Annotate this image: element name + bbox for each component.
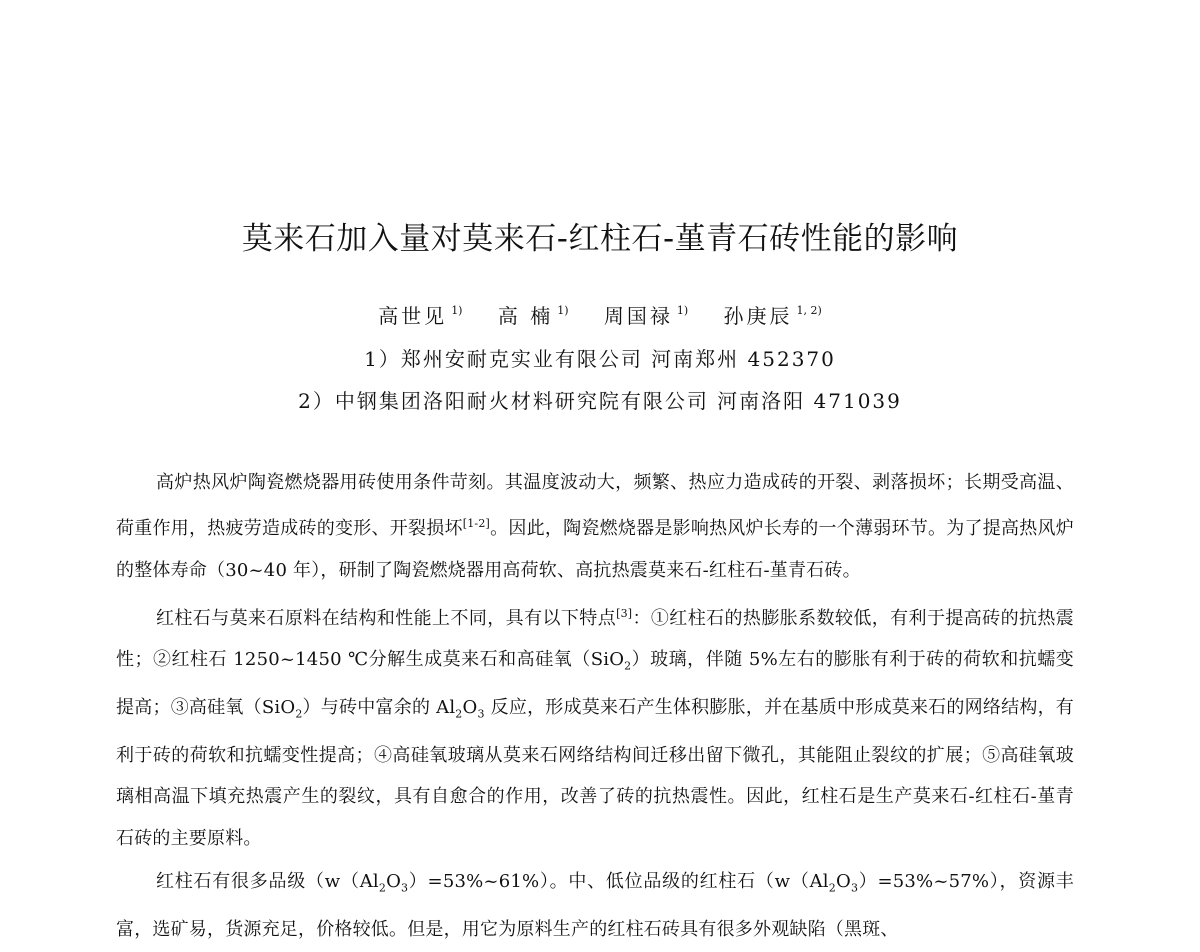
text-run: 。因此，陶瓷燃烧器是影响热风炉长寿的一个薄弱环节。为了提高热风炉的整体寿命（30~40 年），研制了陶瓷燃烧器用高荷软、高抗热震莫来石-红柱石-堇青石砖。 [116,518,1074,581]
author-name: 孙庚辰 [723,304,793,328]
subscript: 2 [455,707,463,721]
text-run: 红柱石与莫来石原料在结构和性能上不同，具有以下特点 [156,607,617,629]
author-affiliation-mark: 1) [557,304,569,317]
text-run: ）=53%~57%），资源丰富，选矿易，货源充足，价格较低。但是，用它为原料生产的红柱石砖具有很多外观缺陷（黑斑、 [116,870,1074,940]
text-run: 红柱石有很多品级（w（Al [156,870,379,892]
subscript: 3 [850,881,859,895]
author-name: 高世见 [378,304,448,328]
author-affiliation-mark: 1, 2) [796,304,822,317]
author [498,304,569,328]
author-affiliation-mark: 1) [676,304,689,317]
text-run: 反应，形成莫来石产生体积膨胀，并在基质中形成莫来石的网络结构，有利于砖的荷软和抗蠕变性提高；④高硅氧玻璃从莫来石网络结构间迁移出留下微孔，其能阻止裂纹的扩展；⑤高硅氧玻璃相高温下填充热震产生的裂纹，具有自愈合的作用，改善了砖的抗热震性。因此，红柱石是生产莫来石-红柱石-堇青石砖的主要原料。 [116,697,1074,849]
body-text [116,462,1074,952]
paragraph [116,462,1074,591]
author-list [0,300,1200,329]
affiliation-2: 2）中钢集团洛阳耐火材料研究院有限公司 河南洛阳 471039 [298,389,902,413]
subscript: 2 [828,881,836,895]
subscript: 3 [401,881,409,895]
text-run: ：①红柱石的热膨胀系数较低，有利于提高砖的抗热震性；②红柱石 1250~1450 ℃分解生成莫来石和高硅氧（SiO [116,607,1074,671]
author [724,304,822,328]
author-name: 高 楠 [497,304,554,328]
subscript: 2 [378,881,387,895]
citation: [3] [616,606,633,620]
author-affiliation-mark: 1) [451,304,463,317]
text-run: O [835,870,851,892]
subscript: 2 [295,707,303,721]
paragraph [116,593,1074,859]
paragraph [116,861,1074,950]
paper-title: 莫来石加入量对莫来石-红柱石-堇青石砖性能的影响 [241,221,959,257]
author [378,304,462,328]
text-run: 高炉热风炉陶瓷燃烧器用砖使用条件苛刻。其温度波动大，频繁、热应力造成砖的开裂、剥落损坏；长期受高温、荷重作用，热疲劳造成砖的变形、开裂损坏 [116,472,1074,540]
text-run: O [386,870,402,892]
subscript: 3 [477,707,485,721]
text-run: ）与砖中富余的 Al [302,697,456,719]
author [604,304,688,328]
affiliation-1: 1）郑州安耐克实业有限公司 河南郑州 452370 [364,347,836,371]
text-run: ）=53%~61%）。中、低位品级的红柱石（w（Al [408,870,829,892]
subscript: 2 [624,659,632,673]
author-name: 周国禄 [603,304,673,328]
text-run: ）玻璃，伴随 5%左右的膨胀有利于砖的荷软和抗蠕变提高；③高硅氧（SiO [116,649,1074,719]
citation: [1-2] [462,517,491,531]
text-run: O [462,697,478,719]
